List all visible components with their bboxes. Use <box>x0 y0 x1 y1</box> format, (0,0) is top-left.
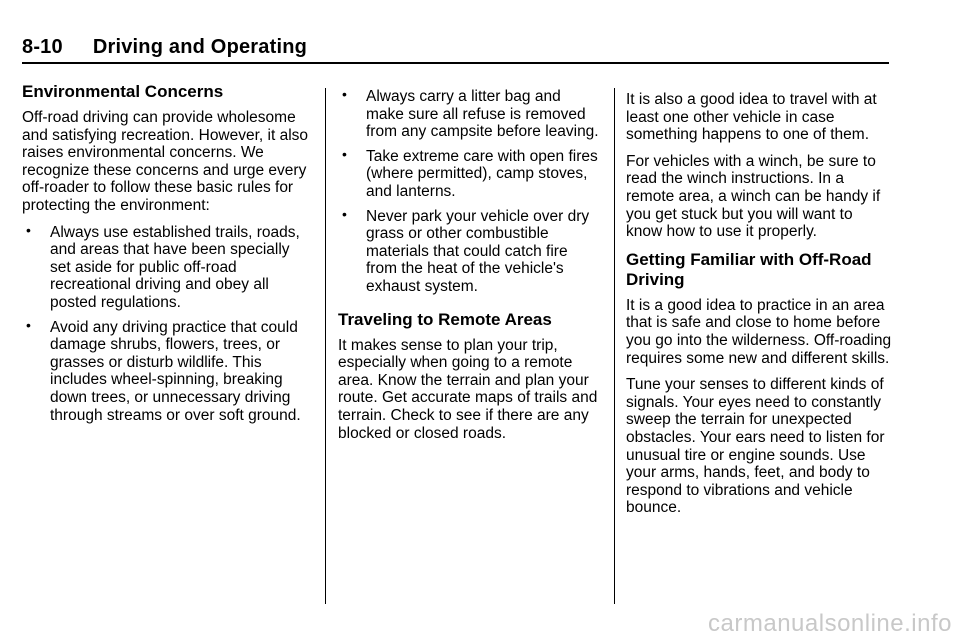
list-item-text: Avoid any driving practice that could damage shrubs, flowers, trees, or grasses or disturb wildlife. This includes wheel-spinning, breaking down trees, or unnecessary driving through streams or over soft ground. <box>50 318 301 424</box>
list-item-text: Always carry a litter bag and make sure all refuse is removed from any campsite before leaving. <box>366 88 599 141</box>
column-divider-1 <box>325 88 326 604</box>
paragraph-remote-areas: It makes sense to plan your trip, especially when going to a remote area. Know the terrain and plan your route. Get accurate maps of trails and terrain. Check to see if there are any blocked or closed roads. <box>338 336 598 442</box>
list-item <box>338 145 602 201</box>
bullet-icon: • <box>342 86 347 102</box>
paragraph-senses: Tune your senses to different kinds of signals. Your eyes need to constantly sweep the terrain for unexpected obstacles. Your ears need to listen for unusual tire or engine sounds. Use your arms, hands, feet, and body to respond to vibrations and vehicle bounce. <box>626 376 885 517</box>
column-divider-2 <box>614 88 615 604</box>
column-1 <box>22 82 314 431</box>
column-2 <box>338 88 602 451</box>
paragraph-intro: Off-road driving can provide wholesome and satisfying recreation. However, it also raises environmental concerns. We recognize these concerns and urge every off-roader to follow these basic rules for protecting the environment: <box>22 109 309 214</box>
list-item <box>338 88 602 141</box>
bullet-icon: • <box>26 316 31 333</box>
heading-traveling-remote-areas: Traveling to Remote Areas <box>338 309 552 329</box>
bullet-icon: • <box>26 221 31 238</box>
list-item-text: Never park your vehicle over dry grass or other combustible materials that could catch fire from the heat of the vehicle's exhaust system. <box>366 207 590 295</box>
paragraph-travel-companion: It is also a good idea to travel with at least one other vehicle in case something happens to one of them. <box>626 91 877 144</box>
page-header <box>22 36 307 59</box>
list-item <box>22 221 314 312</box>
paragraph-winch: For vehicles with a winch, be sure to read the winch instructions. In a remote area, a winch can be handy if you get stuck but you will want to know how to use it properly. <box>626 152 881 241</box>
bullet-list-1 <box>22 221 314 425</box>
list-item-text: Take extreme care with open fires (where permitted), camp stoves, and lanterns. <box>366 147 598 200</box>
header-rule <box>22 62 889 64</box>
bullet-icon: • <box>342 205 347 222</box>
list-item <box>22 316 314 425</box>
list-item <box>338 205 602 296</box>
paragraph-practice: It is a good idea to practice in an area that is safe and close to home before you go into the wilderness. Off-roading requires some new and different skills. <box>626 296 892 367</box>
bullet-list-2 <box>338 88 602 296</box>
page-number: 8-10 <box>22 36 63 58</box>
heading-getting-familiar: Getting Familiar with Off-Road Driving <box>626 249 872 289</box>
watermark: carmanualsonline.info <box>708 610 952 637</box>
chapter-title: Driving and Operating <box>92 36 308 58</box>
bullet-icon: • <box>342 145 347 162</box>
heading-environmental-concerns: Environmental Concerns <box>22 82 224 101</box>
column-3 <box>626 91 892 526</box>
list-item-text: Always use established trails, roads, and areas that have been specially set aside for public off-road recreational driving and obey all posted regulations. <box>50 223 300 311</box>
